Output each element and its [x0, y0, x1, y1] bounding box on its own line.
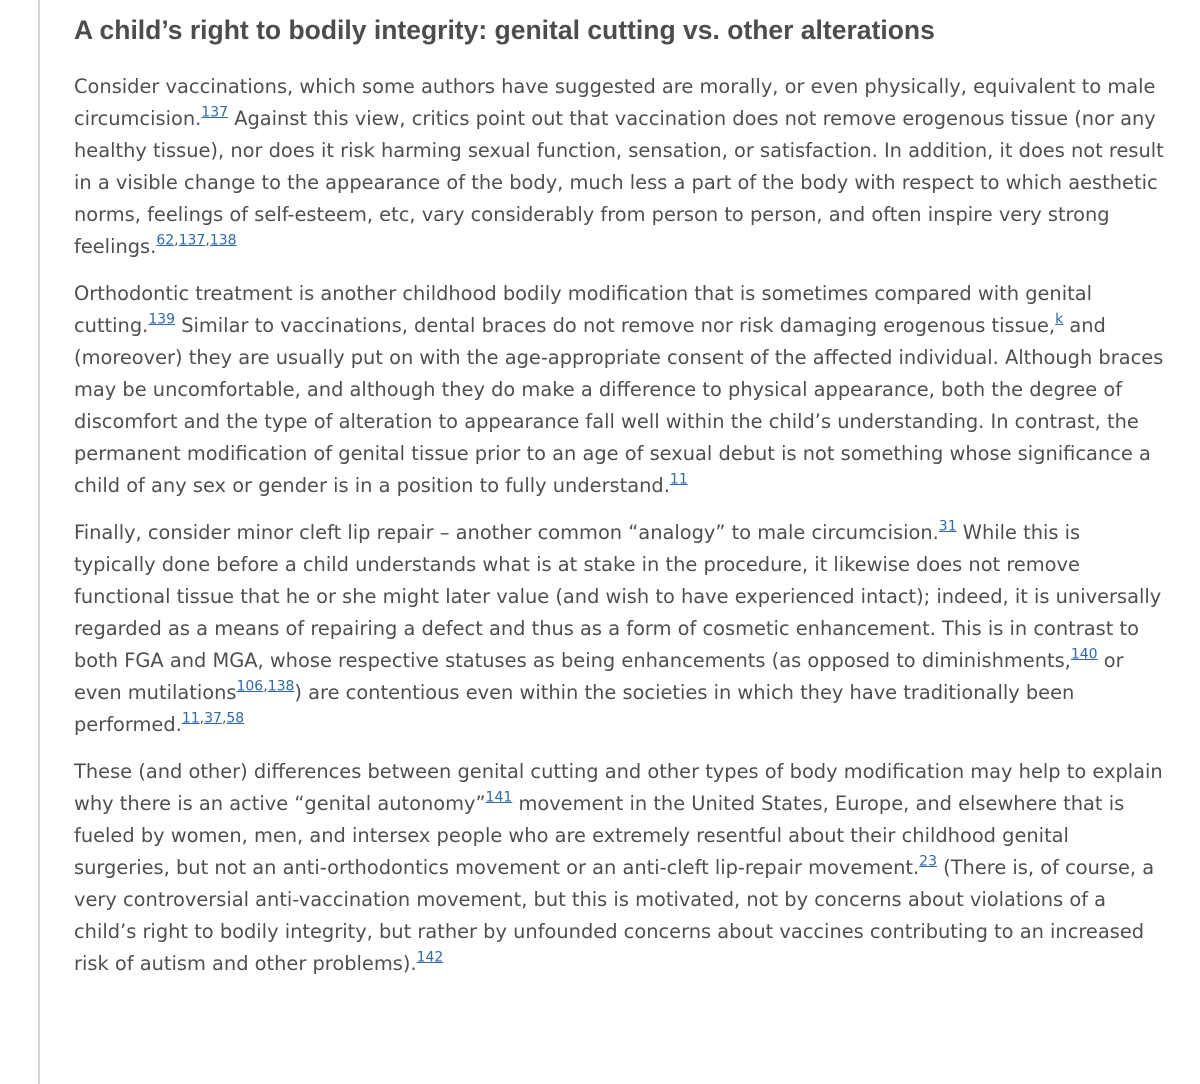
citation-group — [156, 232, 236, 248]
citation-link[interactable]: 11 — [181, 710, 200, 727]
paragraph-text: Finally, consider minor cleft lip repair – another common “analogy” to male circumcision. — [74, 521, 939, 544]
paragraph-text: Against this view, critics point out that vaccination does not remove erogenous tissue (nor any healthy tissue), nor does it risk harming sexual function, sensation, or satisfaction. In addition, it does not result in a visible change to the appearance of the body, much less a part of the body with respect to which aesthetic norms, feelings of self-esteem, etc, vary considerably from person to person, and often inspire very strong feelings. — [74, 107, 1164, 258]
paragraph-text: These (and other) differences between genital cutting and other types of body modification may help to explain why there is an active “genital autonomy” — [74, 760, 1163, 815]
article-section — [74, 10, 1164, 995]
citation-group — [182, 710, 244, 726]
citation-separator: , — [174, 232, 179, 249]
paragraph-text: or even mutilations — [74, 649, 1124, 704]
paragraph-text: movement in the United States, Europe, and elsewhere that is fueled by women, men, and intersex people who are extremely resentful about their childhood genital surgeries, but not an anti-orthodontics movement or an anti-cleft lip-repair movement. — [74, 792, 1125, 879]
paragraph-text: (There is, of course, a very controversial anti-vaccination movement, but this is motivated, not by concerns about violations of a child’s right to bodily integrity, but rather by unfounded concerns about vaccines contributing to an increased risk of autism and other problems). — [74, 856, 1155, 975]
citation-link[interactable]: 106 — [236, 678, 264, 695]
citation-link[interactable]: 141 — [485, 789, 513, 806]
citation-link[interactable]: 62 — [156, 232, 175, 249]
paragraph-text: While this is typically done before a child understands what is at stake in the procedure, it likewise does not remove functional tissue that he or she might later value (and wish to have experienced intact); indeed, it is universally regarded as a means of repairing a defect and thus as a form of cosmetic enhancement. This is in contrast to both FGA and MGA, whose respective statuses as being enhancements (as opposed to diminishments, — [74, 521, 1162, 672]
paragraph-text: ) are contentious even within the societies in which they have traditionally been performed. — [74, 681, 1075, 736]
citation-link[interactable]: 137 — [201, 104, 229, 121]
citation-link[interactable]: 37 — [204, 710, 222, 727]
citation-group — [939, 518, 957, 534]
body-paragraph — [74, 71, 1164, 263]
citation-group — [148, 311, 175, 327]
citation-link[interactable]: 139 — [148, 311, 176, 328]
section-title: A child’s right to bodily integrity: genital cutting vs. other alterations — [74, 15, 935, 45]
paragraph-text: Consider vaccinations, which some authors have suggested are morally, or even physically, equivalent to male circumcision. — [74, 75, 1156, 130]
paragraph-text: Similar to vaccinations, dental braces do not remove nor risk damaging erogenous tissue, — [175, 314, 1056, 337]
citation-separator: , — [199, 710, 205, 727]
citation-link[interactable]: 11 — [669, 471, 688, 488]
left-border-rule — [38, 0, 40, 1084]
citation-link[interactable]: 31 — [938, 518, 957, 535]
paragraph-list — [74, 71, 1164, 980]
citation-group — [201, 104, 228, 120]
citation-group — [486, 789, 513, 805]
citation-link[interactable]: k — [1055, 311, 1064, 328]
citation-link[interactable]: 138 — [267, 678, 295, 695]
paragraph-text: and (moreover) they are usually put on with the age-appropriate consent of the affected individual. Although braces may be uncomfortable, and although they do make a difference to physical appearance, both the degree of discomfort and the type of alteration to appearance fall well within the child’s understanding. In contrast, the permanent modification of genital tissue prior to an age of sexual debut is not something whose significance a child of any sex or gender is in a position to fully understand. — [74, 314, 1164, 497]
body-paragraph — [74, 278, 1164, 502]
citation-group — [1055, 311, 1063, 327]
body-paragraph — [74, 517, 1164, 741]
citation-group — [236, 678, 294, 694]
citation-group — [1071, 646, 1098, 662]
body-paragraph — [74, 756, 1164, 980]
citation-link[interactable]: 138 — [209, 232, 237, 249]
citation-link[interactable]: 142 — [416, 949, 444, 966]
citation-link[interactable]: 140 — [1070, 646, 1098, 663]
citation-separator: , — [263, 678, 268, 695]
citation-link[interactable]: 137 — [178, 232, 206, 249]
paragraph-text: Orthodontic treatment is another childhood bodily modification that is sometimes compared with genital cutting. — [74, 282, 1092, 337]
citation-group — [670, 471, 688, 487]
citation-separator: , — [205, 232, 210, 249]
citation-group — [919, 853, 937, 869]
citation-link[interactable]: 58 — [226, 710, 245, 727]
citation-group — [417, 949, 444, 965]
citation-separator: , — [221, 710, 227, 727]
citation-link[interactable]: 23 — [919, 853, 937, 870]
